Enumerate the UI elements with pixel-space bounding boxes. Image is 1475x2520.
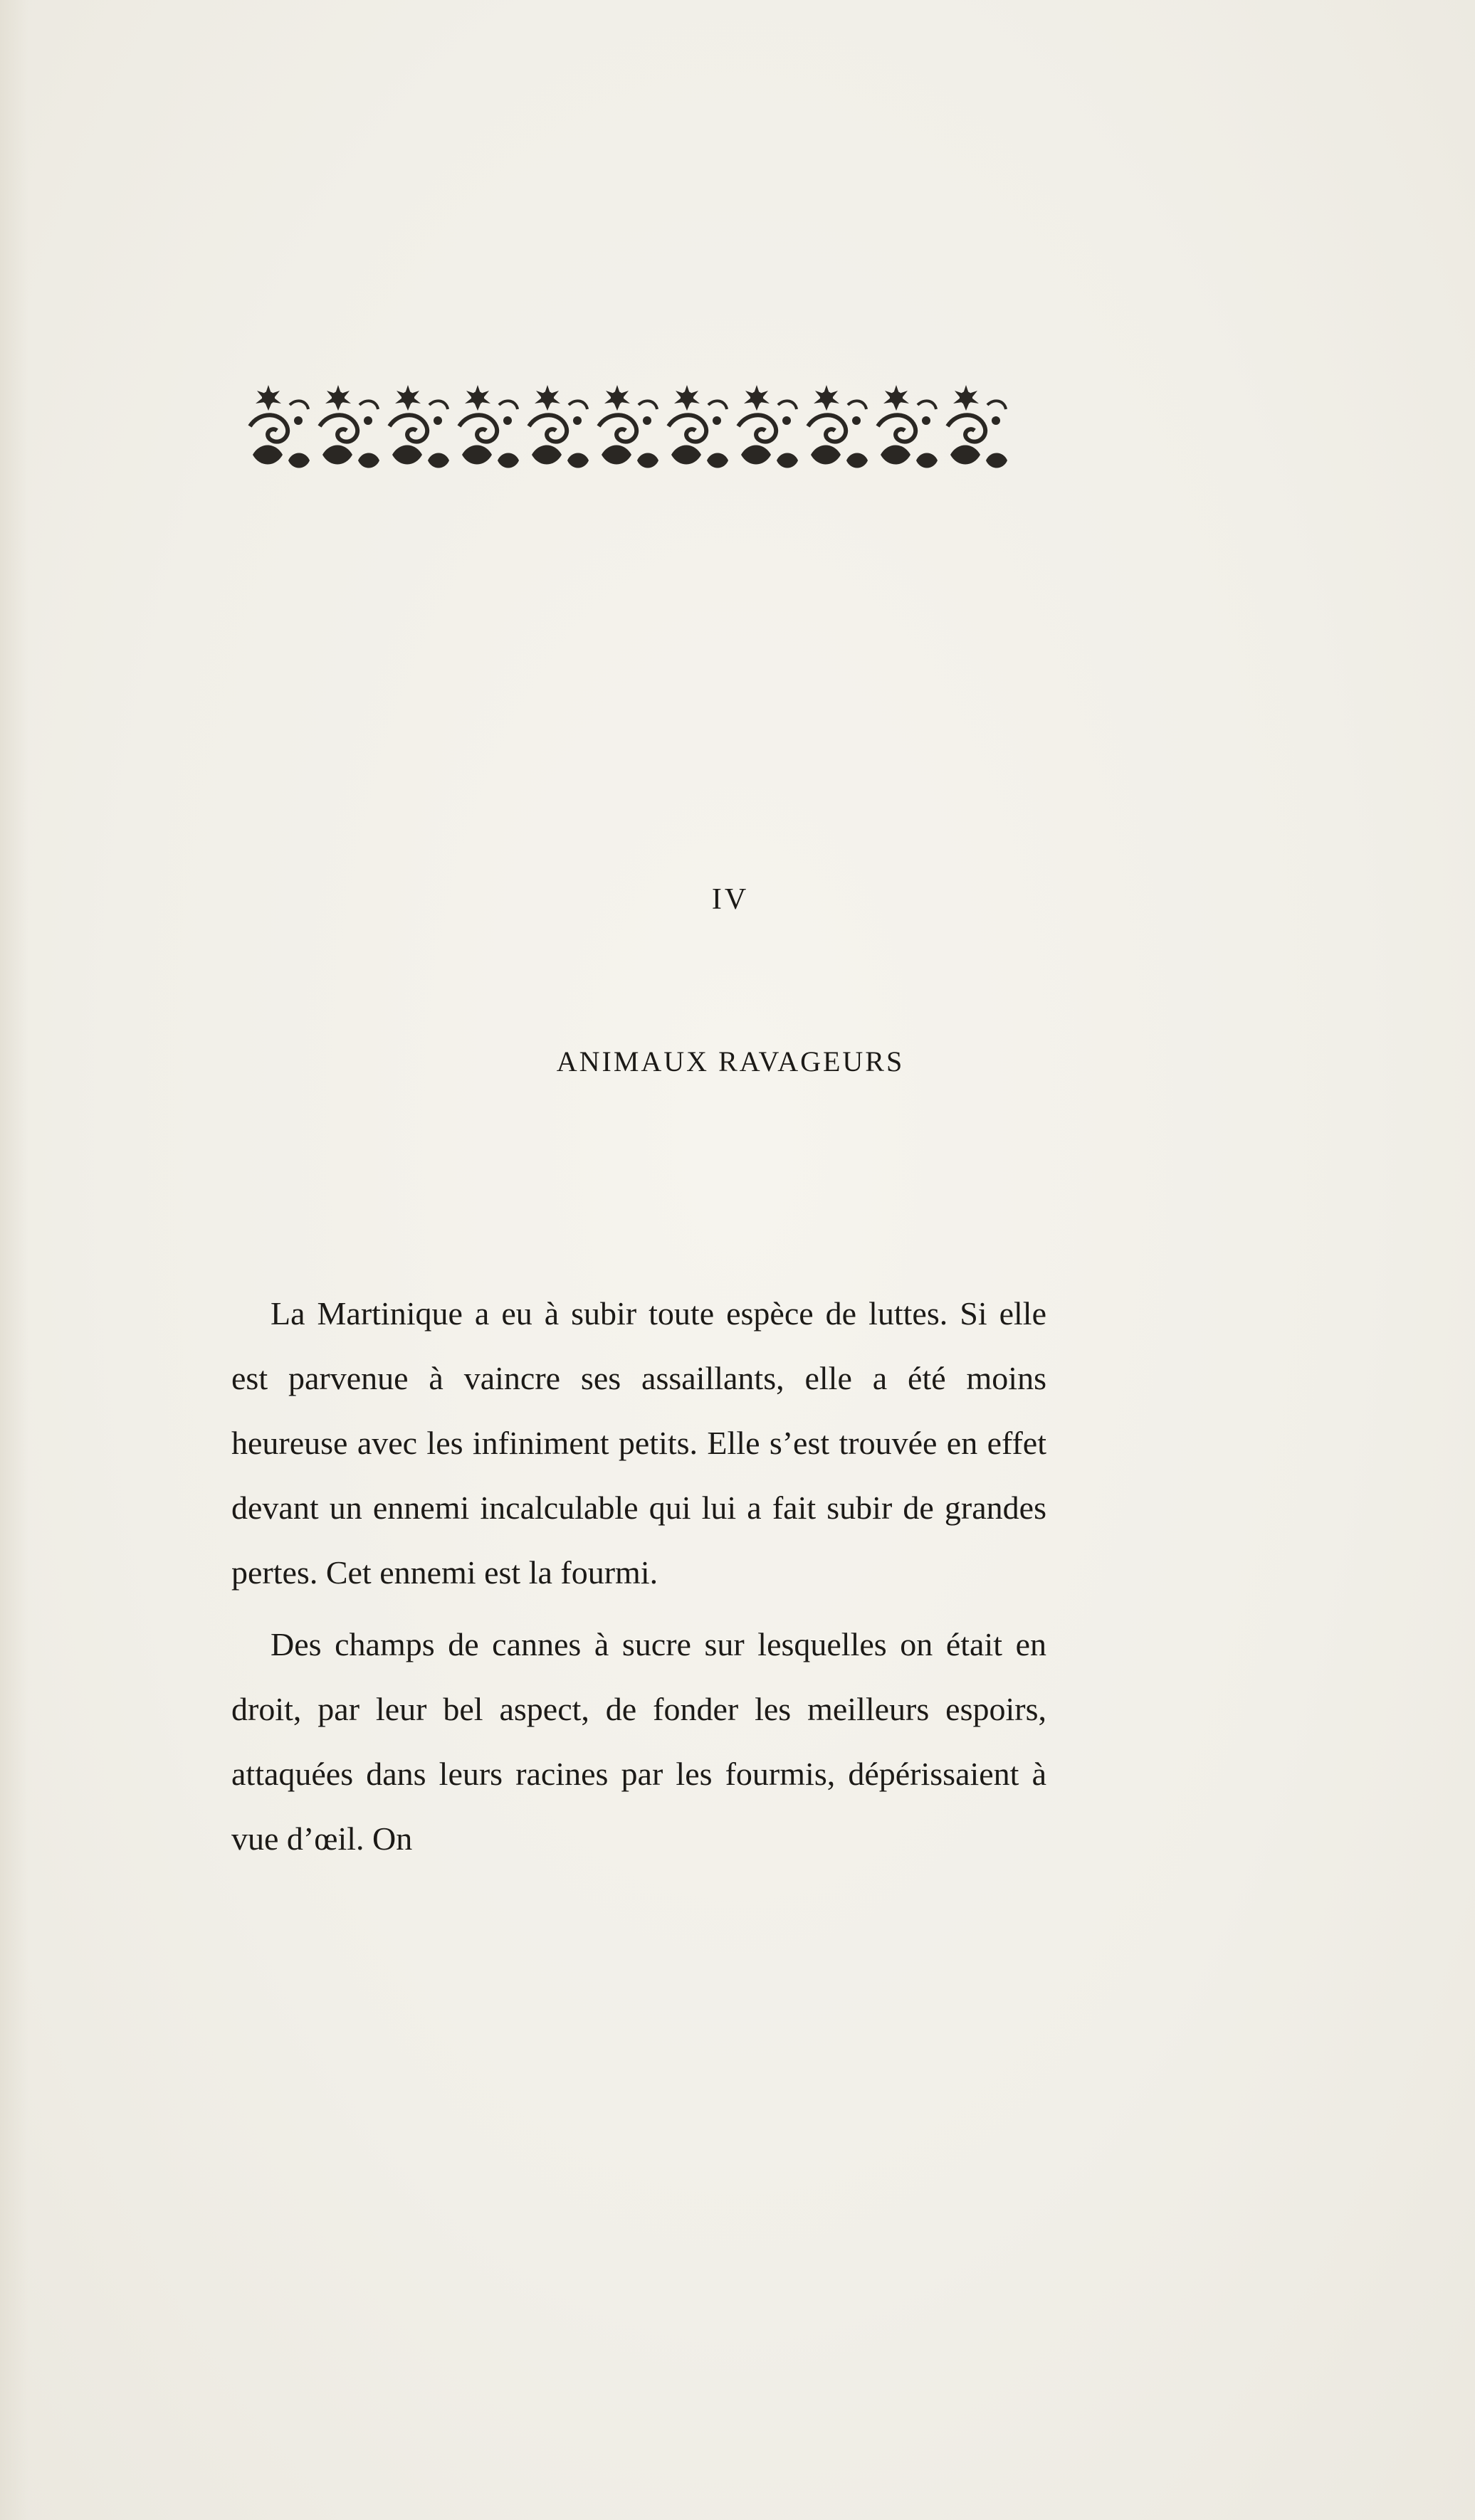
page-edge-shadow (0, 0, 28, 2520)
chapter-title: ANIMAUX RAVAGEURS (556, 1045, 905, 1077)
chapter-number: IV (711, 883, 750, 916)
paragraph: Des champs de cannes à sucre sur lesquelles on était en droit, par leur bel aspect, de fonder les meilleurs espoirs, attaquées dans leurs racines par les fourmis, dépérissaient à vue d’œil. On (231, 1626, 1046, 1857)
floral-ornament-band (246, 374, 1011, 480)
body-text (231, 1281, 1046, 1871)
paragraph: La Martinique a eu à subir toute espèce de luttes. Si elle est parvenue à vaincre ses assaillants, elle a été moins heureuse avec les infiniment petits. Elle s’est trouvée en effet devant un ennemi incalculable qui lui a fait subir de grandes pertes. Cet ennemi est la fourmi. (231, 1295, 1046, 1591)
